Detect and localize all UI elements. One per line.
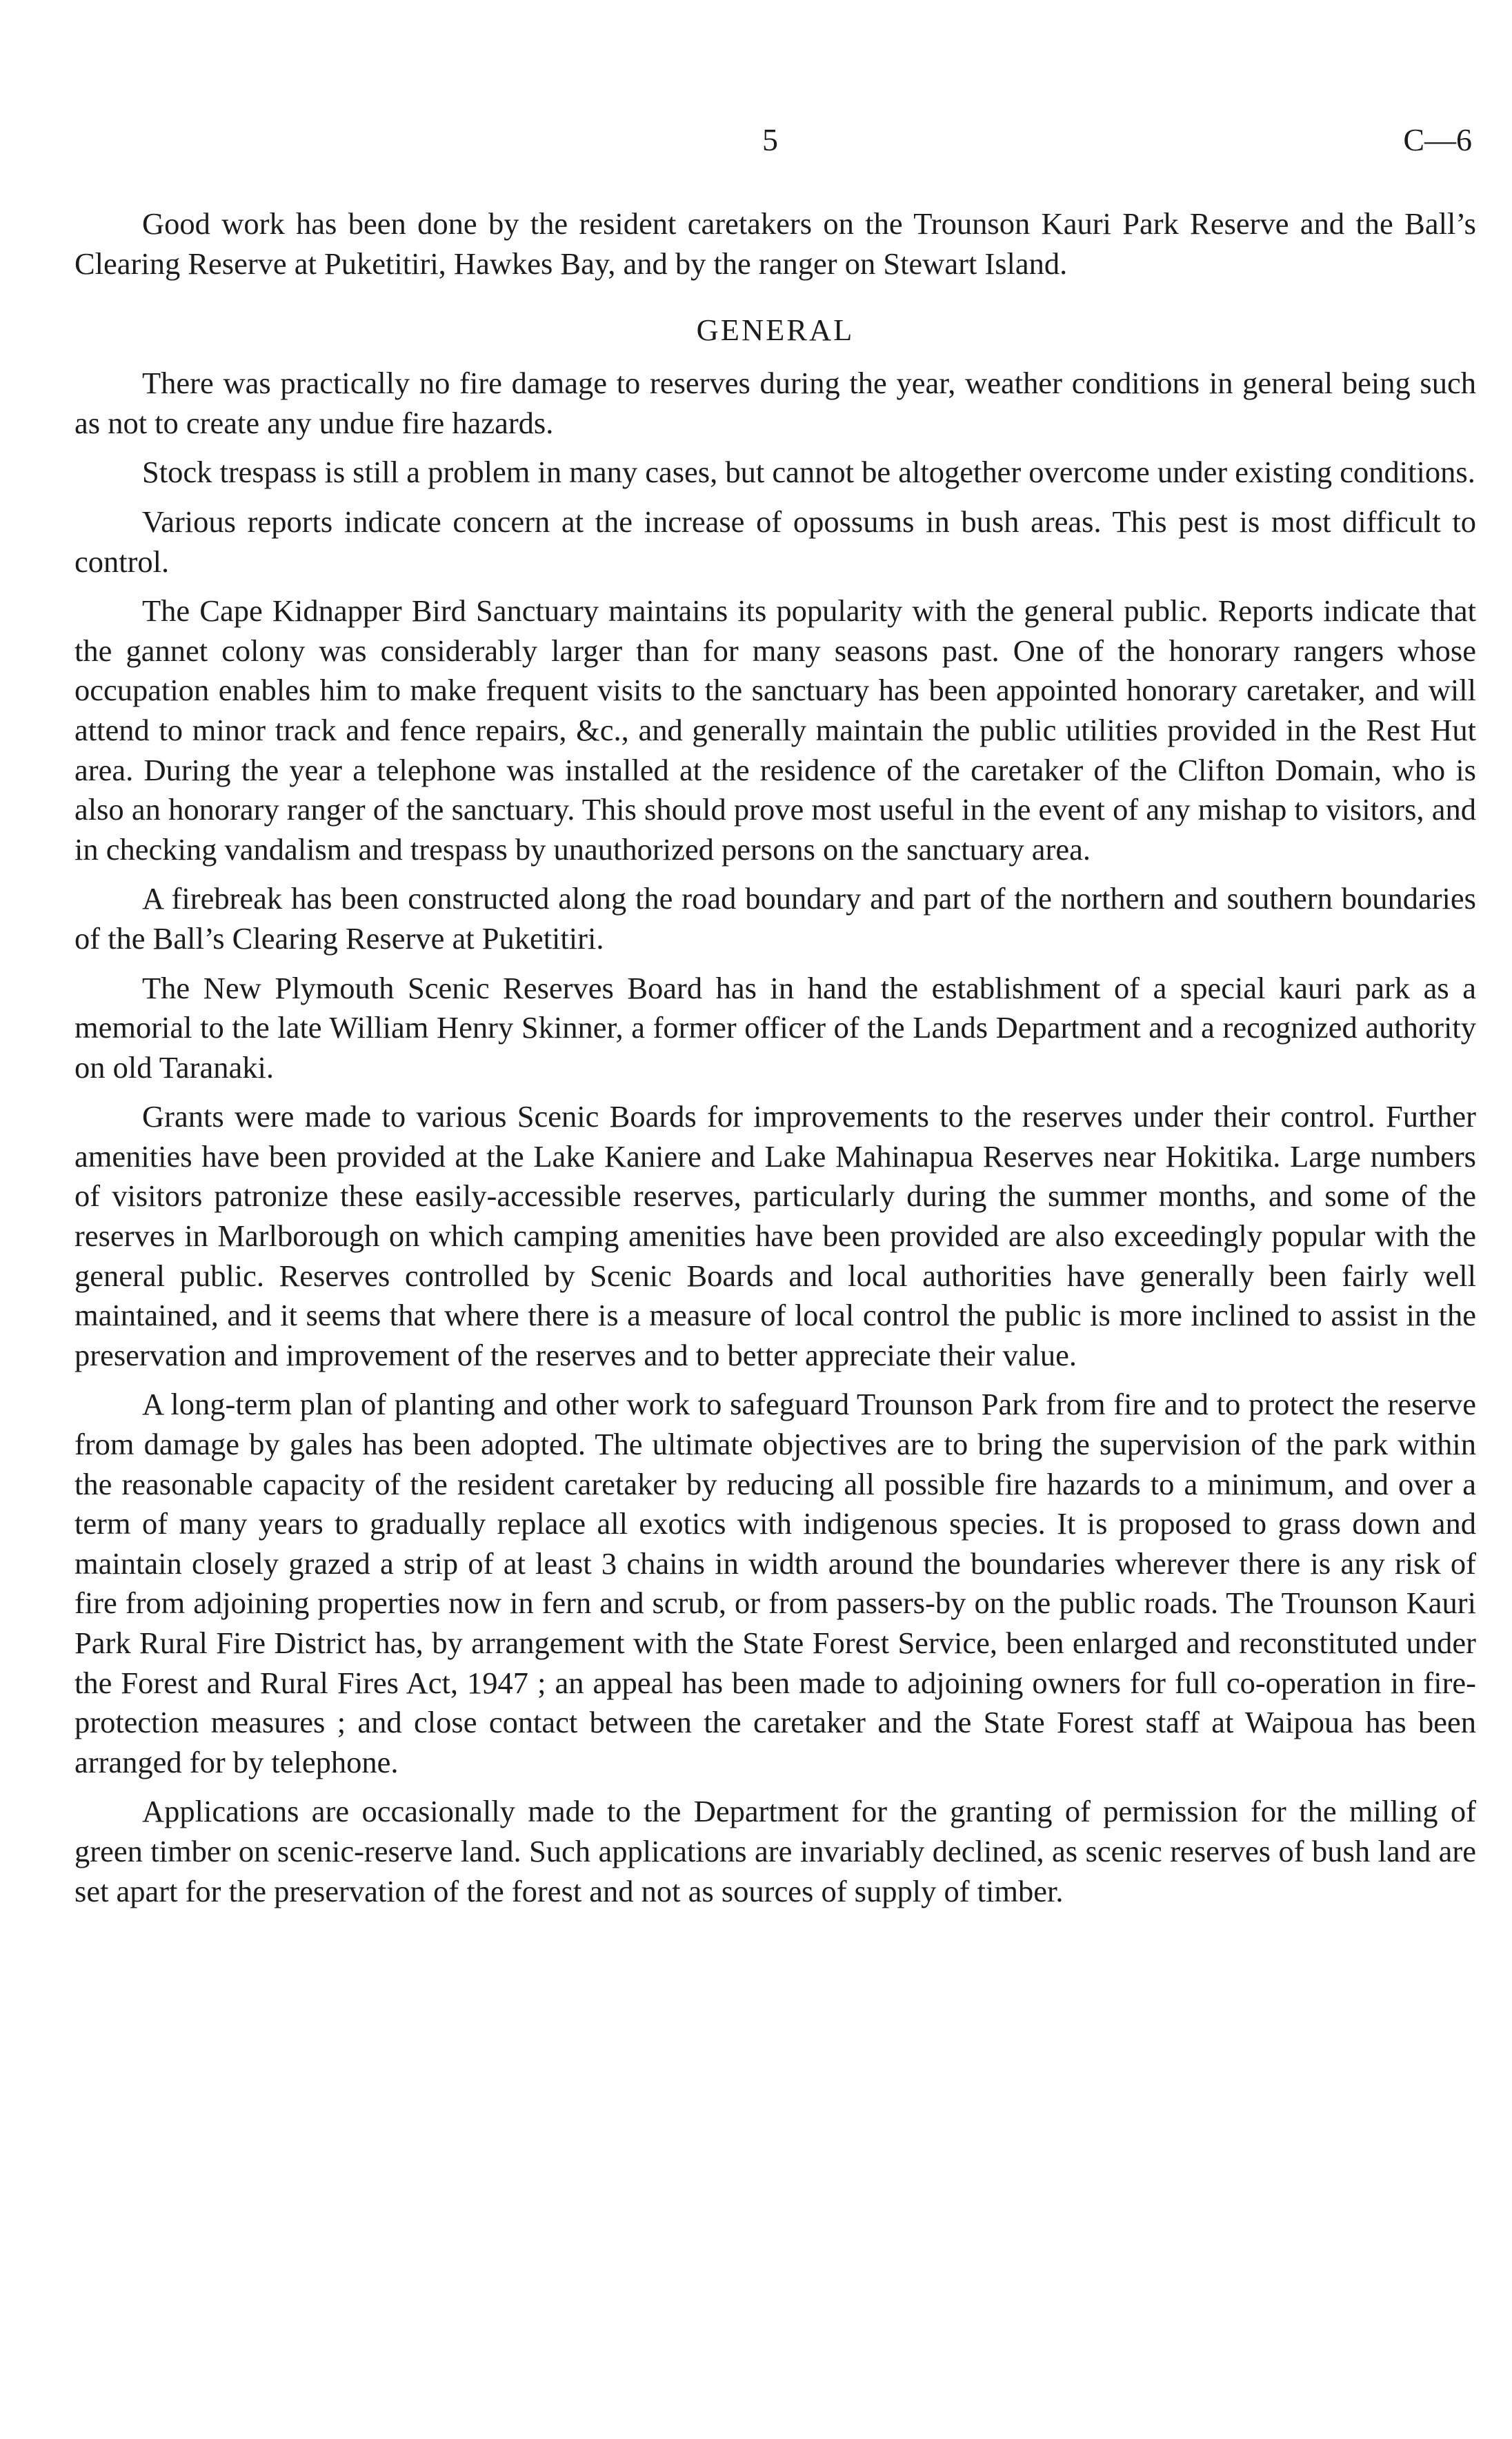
paragraph-kauri-park-memorial: The New Plymouth Scenic Reserves Board has in hand the establishment of a special kauri park as a memorial to the late William Henry Skinner, a former officer of the Lands Department and a recognized authority on old Taranaki. [74, 970, 1476, 1085]
paragraph-fire-damage: There was practically no fire damage to reserves during the year, weather conditions in general being such as not to create any undue fire hazards. [74, 366, 1476, 440]
intro-paragraph: Good work has been done by the resident caretakers on the Trounson Kauri Park Reserve and the Ball’s Clearing Reserve at Puketitiri, Hawkes Bay, and by the ranger on Stewart Island. [74, 206, 1476, 281]
paragraph-firebreak: A firebreak has been constructed along the road boundary and part of the northern and southern boundaries of the Ball’s Clearing Reserve at Puketitiri. [74, 881, 1476, 956]
paragraph-bird-sanctuary: The Cape Kidnapper Bird Sanctuary maintains its popularity with the general public. Reports indicate that the gannet colony was considerably larger than for many seasons past. One of the honorary rangers whose occupation enables him to make frequent visits to the sanctuary has been appointed honorary caretaker, and will attend to minor track and fence repairs, &c., and generally maintain the public utilities provided in the Rest Hut area. During the year a telephone was installed at the residence of the caretaker of the Clifton Domain, who is also an honorary ranger of the sanctuary. This should prove most useful in the event of any mishap to visitors, and in checking vandalism and trespass by unauthorized persons on the sanctuary area. [74, 593, 1476, 867]
section-heading-general: GENERAL [696, 313, 855, 348]
page-number: 5 [762, 122, 778, 157]
body-text [74, 204, 1476, 1921]
page-header [0, 116, 1512, 164]
paragraph-stock-trespass: Stock trespass is still a problem in many cases, but cannot be altogether overcome under existing conditions. [142, 455, 1475, 490]
paragraph-opossums: Various reports indicate concern at the increase of opossums in bush areas. This pest is most difficult to control. [74, 504, 1476, 579]
document-reference: C—6 [1403, 122, 1472, 157]
paragraph-scenic-board-grants: Grants were made to various Scenic Boards for improvements to the reserves under their control. Further amenities have been provided at the Lake Kaniere and Lake Mahinapua Reserves near Hokitika. Large numbers of visitors patronize these easily-accessible reserves, particularly during the summer months, and some of the reserves in Marlborough on which camping amenities have been provided are also exceedingly popular with the general public. Reserves controlled by Scenic Boards and local authorities have generally been fairly well maintained, and it seems that where there is a measure of local control the public is more inclined to assist in the preservation and improvement of the reserves and to better appreciate their value. [74, 1099, 1476, 1372]
paragraph-timber-milling: Applications are occasionally made to the Department for the granting of permission for the milling of green timber on scenic-reserve land. Such applications are invariably declined, as scenic reserves of bush land are set apart for the preservation of the forest and not as sources of supply of timber. [74, 1794, 1476, 1908]
paragraph-trounson-park-plan: A long-term plan of planting and other work to safeguard Trounson Park from fire and to protect the reserve from damage by gales has been adopted. The ultimate objectives are to bring the supervision of the park within the reasonable capacity of the resident caretaker by reducing all possible fire hazards to a minimum, and over a term of many years to gradually replace all exotics with indigenous species. It is proposed to grass down and maintain closely grazed a strip of at least 3 chains in width around the boundaries wherever there is any risk of fire from adjoining properties now in fern and scrub, or from passers-by on the public roads. The Trounson Kauri Park Rural Fire District has, by arrangement with the State Forest Service, been enlarged and reconstituted under the Forest and Rural Fires Act, 1947 ; an appeal has been made to adjoining owners for full co-operation in fire-protection measures ; and close contact between the caretaker and the State Forest staff at Waipoua has been arranged for by telephone. [74, 1387, 1476, 1779]
